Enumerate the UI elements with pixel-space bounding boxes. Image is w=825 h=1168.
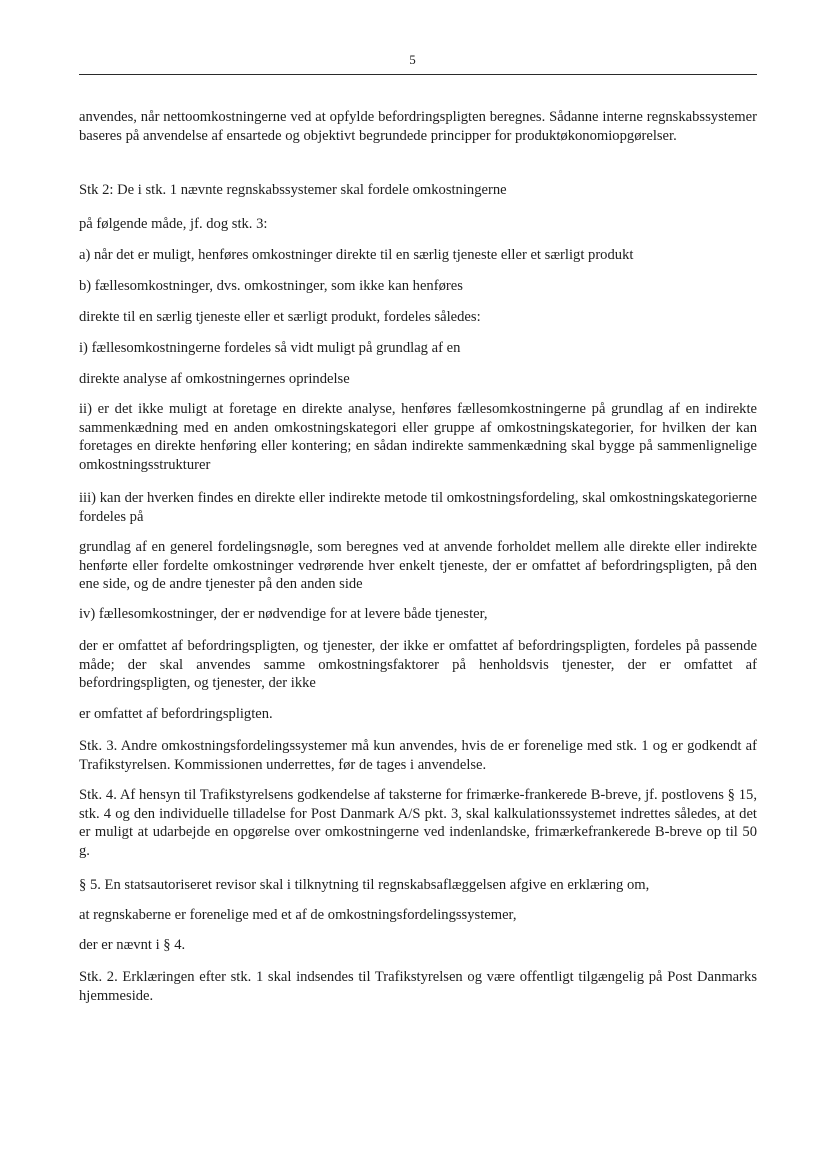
paragraph-section5: § 5. En statsautoriseret revisor skal i tilknytning til regnskabsaflæggelsen afgive en erklæring om,: [79, 877, 650, 893]
paragraph-item-iii-cont: grundlag af en generel fordelingsnøgle, som beregnes ved at anvende forholdet mellem alle direkte eller indirekte henførte eller fordelte omkostninger vedrørende hver enkelt tjeneste, der er omfattet af befordringspligten, på den ene side, og de andre tjenester på den anden side: [79, 539, 757, 592]
paragraph-section5-cont: at regnskaberne er forenelige med et af de omkostningsfordelingssystemer,: [79, 907, 517, 923]
paragraph-item-iii: iii) kan der hverken findes en direkte eller indirekte metode til omkostningsfordeling, skal omkostningskategorierne fordeles på: [79, 490, 757, 525]
page-number: 5: [409, 52, 416, 67]
paragraph-stk2: Stk 2: De i stk. 1 nævnte regnskabssystemer skal fordele omkostningerne: [79, 182, 507, 198]
paragraph-item-ii: ii) er det ikke muligt at foretage en direkte analyse, henføres fællesomkostningerne på grundlag af en indirekte sammenkædning med en anden omkostningskategori eller gruppe af omkostningskategorier, for hvilken der kan foretages en direkte henføring eller kontering; en sådan indirekte sammenkædning skal bygge på sammenlignelige omkostningsstrukturer: [79, 401, 757, 473]
paragraph-item-iv-cont: der er omfattet af befordringspligten, og tjenester, der ikke er omfattet af befordringspligten, fordeles på passende måde; der skal anvendes samme omkostningsfaktorer på henholdsvis tjenester, der er omfattet af befordringspligten, og tjenester, der ikke: [79, 638, 757, 691]
paragraph-stk4: Stk. 4. Af hensyn til Trafikstyrelsens godkendelse af taksterne for frimærke-frankerede B-breve, jf. postlovens § 15, stk. 4 og den individuelle tilladelse for Post Danmark A/S pkt. 3, skal kalkulationssystemet indrettes således, at det er muligt at udarbejde en opgørelse over omkostningerne ved indenlandske, frimærkefrankerede B-breve op til 50 g.: [79, 787, 757, 859]
paragraph-item-i: i) fællesomkostningerne fordeles så vidt muligt på grundlag af en: [79, 340, 461, 356]
paragraph-item-b-cont: direkte til en særlig tjeneste eller et særligt produkt, fordeles således:: [79, 309, 481, 325]
header-rule: [79, 74, 757, 75]
paragraph-item-iv-end: er omfattet af befordringspligten.: [79, 706, 273, 722]
paragraph-item-iv: iv) fællesomkostninger, der er nødvendige for at levere både tjenester,: [79, 606, 488, 622]
paragraph-item-i-cont: direkte analyse af omkostningernes oprindelse: [79, 371, 350, 387]
paragraph-section5-stk2: Stk. 2. Erklæringen efter stk. 1 skal indsendes til Trafikstyrelsen og være offentligt tilgængelig på Post Danmarks hjemmeside.: [79, 969, 757, 1004]
paragraph-stk3: Stk. 3. Andre omkostningsfordelingssystemer må kun anvendes, hvis de er forenelige med stk. 1 og er godkendt af Trafikstyrelsen. Kommissionen underrettes, før de tages i anvendelse.: [79, 738, 757, 773]
paragraph-item-a: a) når det er muligt, henføres omkostninger direkte til en særlig tjeneste eller et særligt produkt: [79, 247, 634, 263]
paragraph-intro: anvendes, når nettoomkostningerne ved at opfylde befordringspligten beregnes. Sådanne interne regnskabssystemer baseres på anvendelse af ensartede og objektivt begrundede principper for produktøkonomiopgørelser.: [79, 109, 757, 144]
paragraph-stk2-cont: på følgende måde, jf. dog stk. 3:: [79, 216, 268, 232]
paragraph-section5-end: der er nævnt i § 4.: [79, 937, 186, 953]
paragraph-item-b: b) fællesomkostninger, dvs. omkostninger, som ikke kan henføres: [79, 278, 463, 294]
